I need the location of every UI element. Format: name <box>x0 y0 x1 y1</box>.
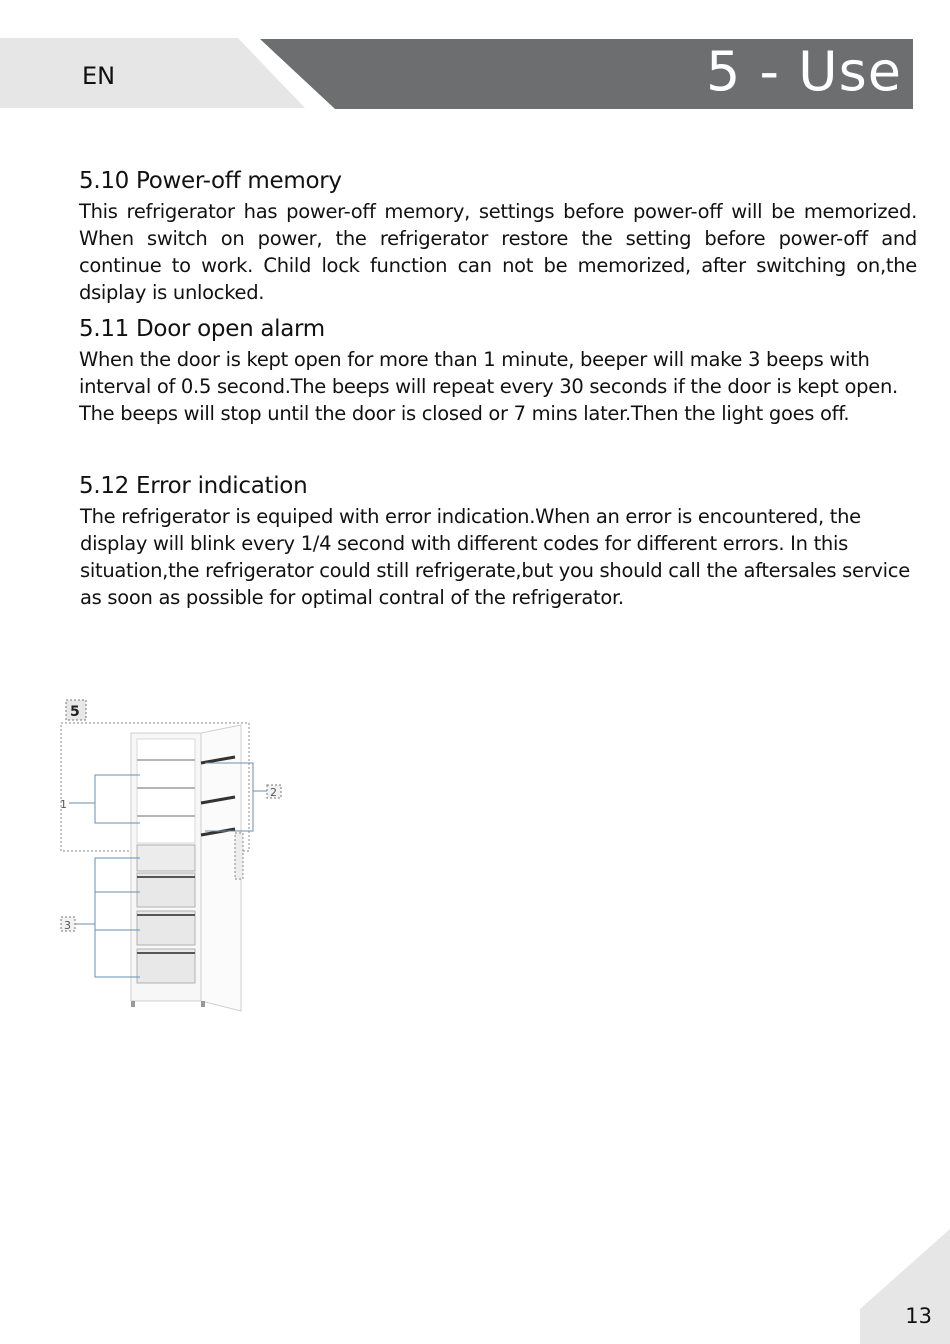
language-label: EN <box>82 62 116 90</box>
refrigerator-figure <box>55 693 295 1023</box>
page-number: 13 <box>905 1304 932 1328</box>
callout-label-1: 1 <box>60 798 67 811</box>
callout-label-2: 2 <box>270 786 277 799</box>
section-heading: 5.12 Error indication <box>79 473 308 499</box>
section-door-open-alarm <box>79 316 929 427</box>
chapter-title: 5 - Use <box>705 40 902 103</box>
refrigerator-illustration <box>55 693 295 1023</box>
section-power-off-memory <box>79 168 929 306</box>
section-heading: 5.10 Power-off memory <box>79 168 342 194</box>
section-heading: 5.11 Door open alarm <box>79 316 325 342</box>
section-body: The refrigerator is equiped with error indication.When an error is encountered, the display will blink every 1/4 second with different codes for different errors. In this situation,the refrigerator could still refrigerate,but you should call the aftersales service as soon as possible for optimal contral of the refrigerator. <box>80 505 910 609</box>
callout-label-3: 3 <box>64 919 71 932</box>
page-header <box>0 0 950 120</box>
section-body: When the door is kept open for more than 1 minute, beeper will make 3 beeps with interval of 0.5 second.The beeps will repeat every 30 seconds if the door is kept open. The beeps will stop until the door is closed or 7 mins later.Then the light goes off. <box>79 348 898 425</box>
frame-label: 5 <box>70 704 80 720</box>
section-body: This refrigerator has power-off memory, settings before power-off will be memorized. When switch on power, the refrigerator restore the setting before power-off and continue to work. Child lock function can not be memorized, after switching on,the dsiplay is unlocked. <box>79 200 917 304</box>
section-error-indication <box>79 473 929 611</box>
